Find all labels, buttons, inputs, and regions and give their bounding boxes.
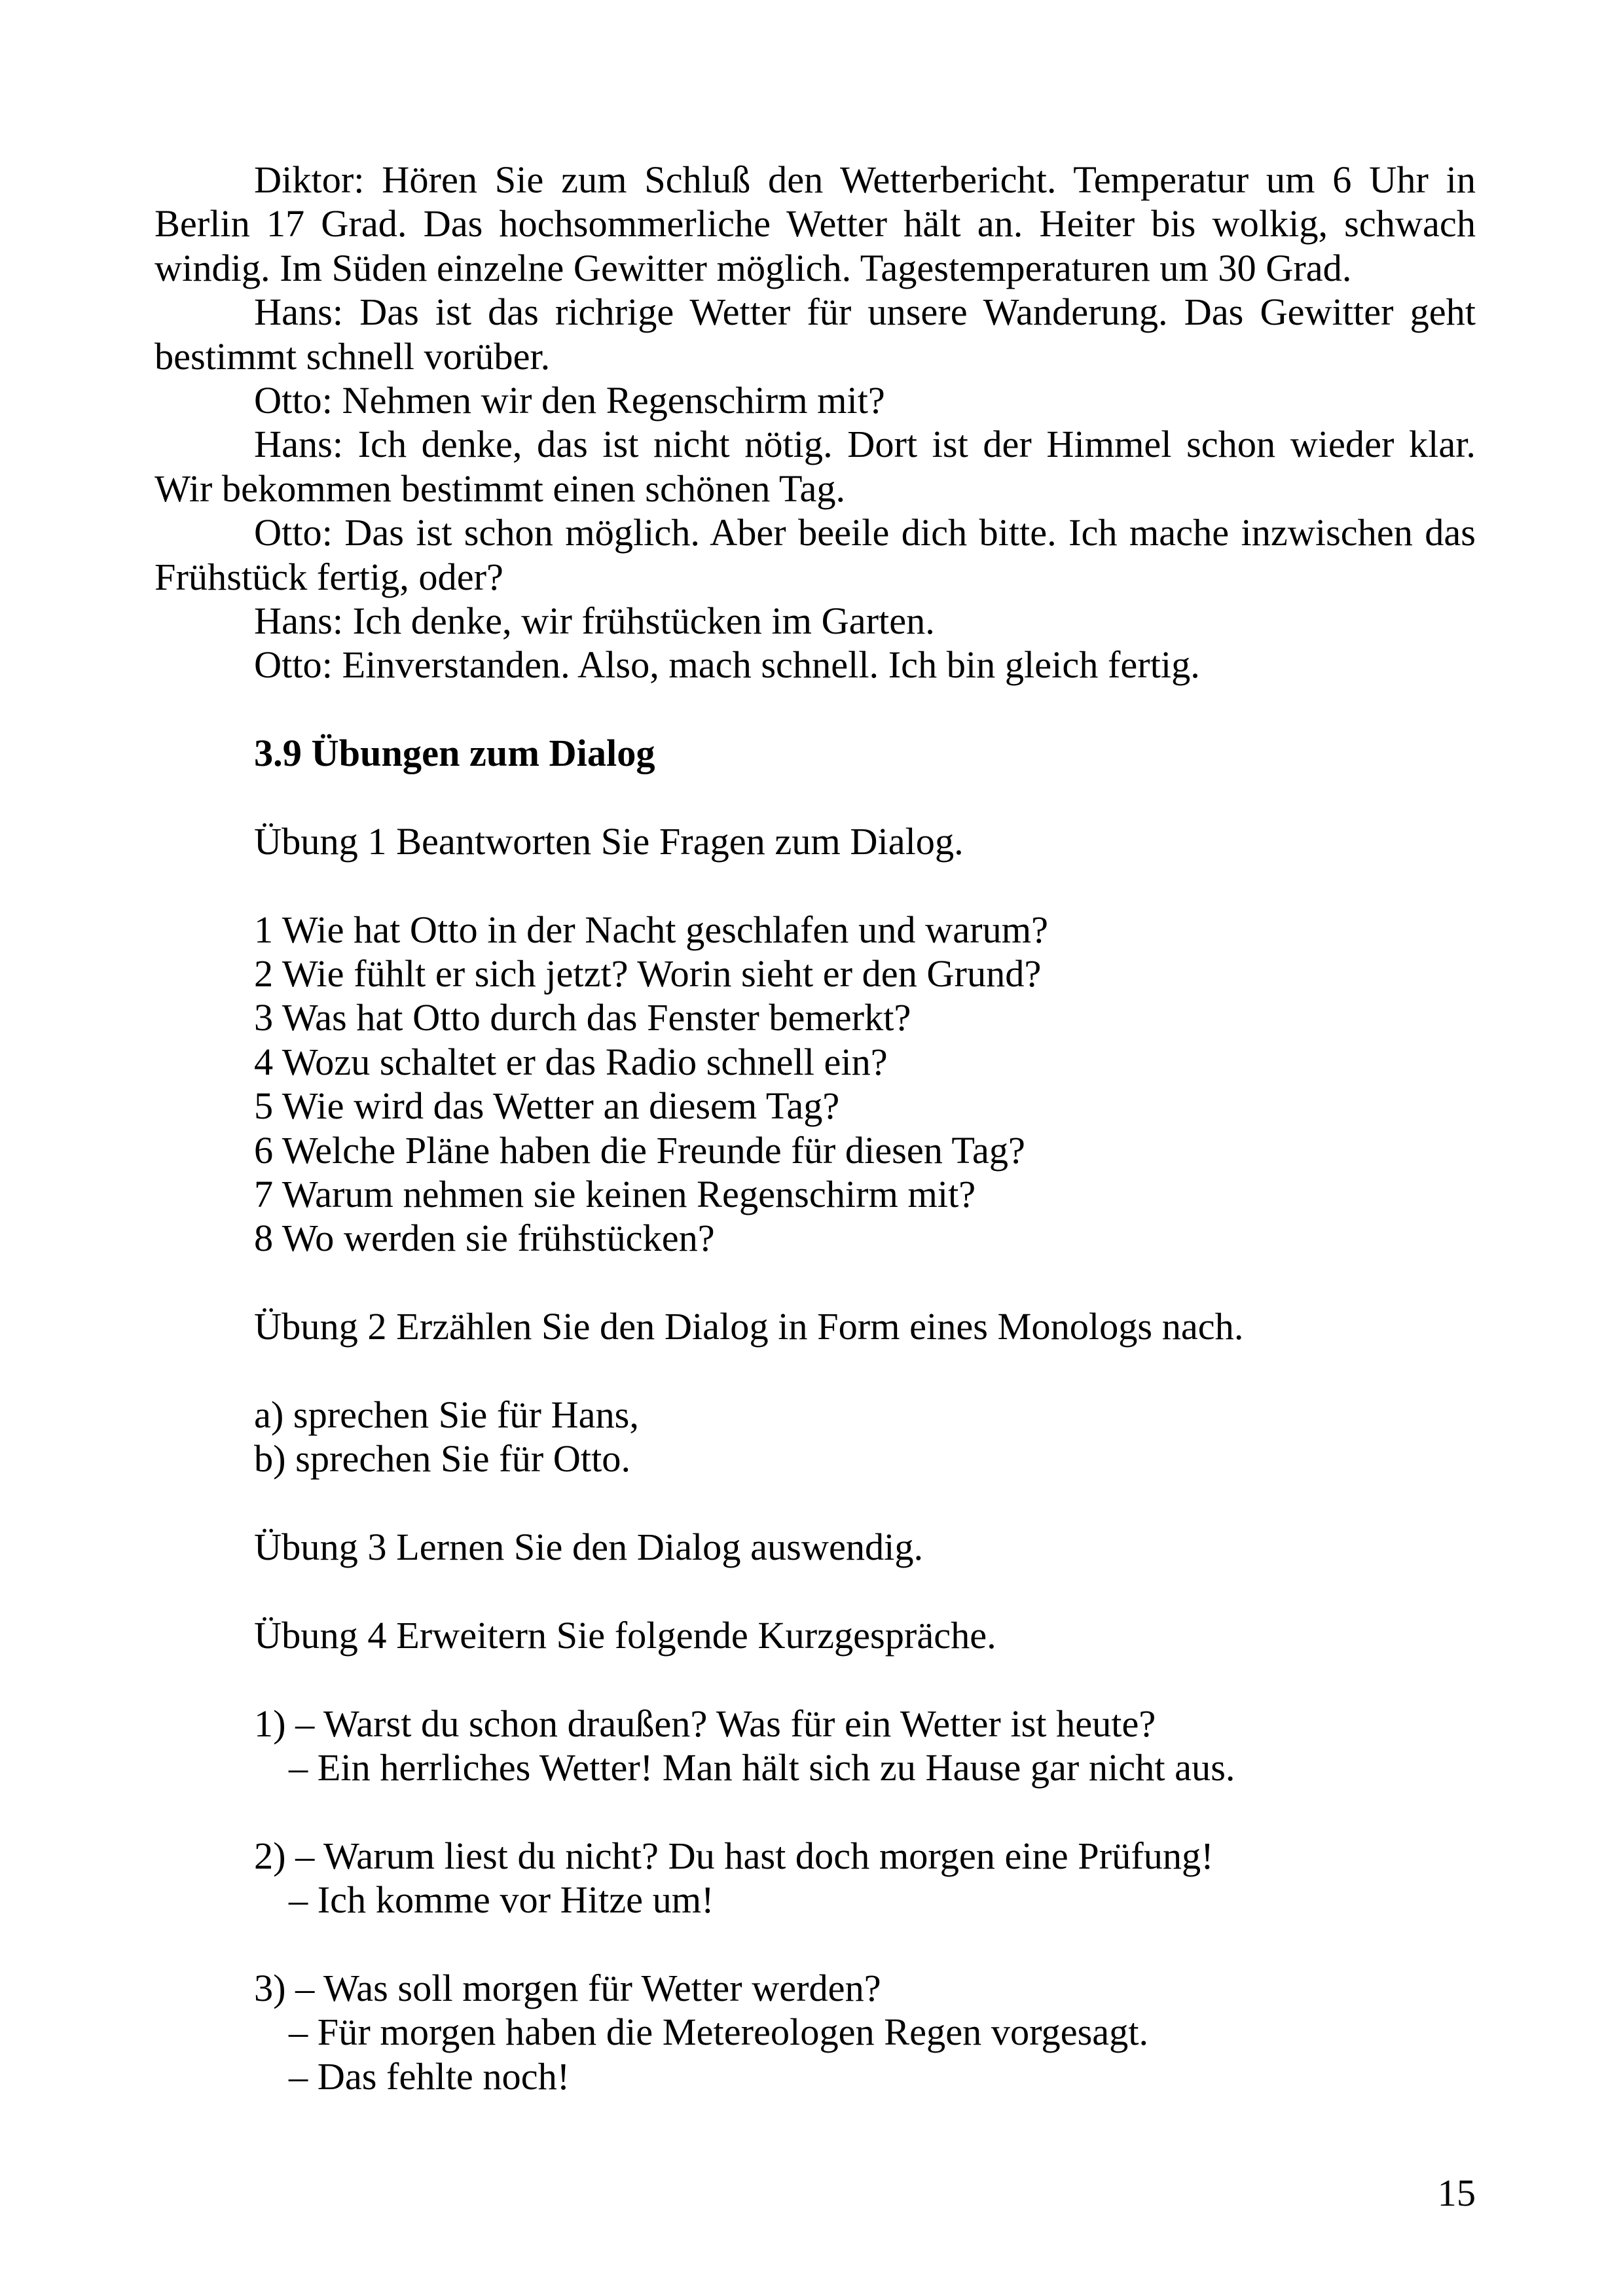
dialog-paragraph-diktor <box>155 158 1476 290</box>
exercise-title: Übung 3 Lernen Sie den Dialog auswendig. <box>254 1526 924 1569</box>
exchange-line: – Das fehlte noch! <box>289 2054 570 2098</box>
option-item: b) sprechen Sie für Otto. <box>254 1437 631 1480</box>
text-line: Frühstück fertig, oder? <box>155 555 503 598</box>
text-line: bestimmt schnell vorüber. <box>155 334 551 378</box>
question-item: 3 Was hat Otto durch das Fenster bemerkt? <box>254 996 911 1039</box>
dialog <box>155 158 1476 687</box>
page-number: 15 <box>1437 2172 1476 2214</box>
section-heading: 3.9 Übungen zum Dialog <box>254 732 655 775</box>
exchange-line: 2) – Warum liest du nicht? Du hast doch morgen eine Prüfung! <box>254 1834 1214 1877</box>
text-line: Hans: Ich denke, wir frühstücken im Garten. <box>254 599 935 642</box>
exercise-1 <box>155 819 1476 1261</box>
exercise-4 <box>155 1613 1476 2098</box>
text-line: Diktor: Hören Sie zum Schluß den Wetterbericht. Temperatur um 6 Uhr in <box>254 158 1476 201</box>
dialog-exchange <box>155 1702 1476 1790</box>
dialog-exchange <box>155 1966 1476 2098</box>
question-item: 5 Wie wird das Wetter an diesem Tag? <box>254 1085 840 1128</box>
dialog-exchange <box>155 1834 1476 1922</box>
option-item: a) sprechen Sie für Hans, <box>254 1393 639 1436</box>
dialog-paragraph-hans <box>155 290 1476 378</box>
dialog-paragraph-otto <box>155 511 1476 599</box>
text-line: windig. Im Süden einzelne Gewitter möglich. Tagestemperaturen um 30 Grad. <box>155 246 1352 289</box>
text-line: Otto: Das ist schon möglich. Aber beeile dich bitte. Ich mache inzwischen das <box>254 511 1476 554</box>
exercise-title: Übung 1 Beantworten Sie Fragen zum Dialog. <box>254 819 964 863</box>
exchange-line: 1) – Warst du schon draußen? Was für ein Wetter ist heute? <box>254 1702 1156 1745</box>
question-item: 6 Welche Pläne haben die Freunde für diesen Tag? <box>254 1128 1025 1172</box>
exchange-line: – Für morgen haben die Metereologen Regen vorgesagt. <box>289 2011 1149 2054</box>
dialog-paragraph-otto <box>155 643 1476 687</box>
exercise-title: Übung 2 Erzählen Sie den Dialog in Form eines Monologs nach. <box>254 1305 1244 1348</box>
page-content <box>155 158 1476 2098</box>
text-line: Wir bekommen bestimmt einen schönen Tag. <box>155 467 846 510</box>
dialog-paragraph-hans <box>155 599 1476 643</box>
text-line: Hans: Ich denke, das ist nicht nötig. Dort ist der Himmel schon wieder klar. <box>254 423 1476 466</box>
text-line: Otto: Einverstanden. Also, mach schnell. Ich bin gleich fertig. <box>254 643 1200 687</box>
text-line: Berlin 17 Grad. Das hochsommerliche Wetter hält an. Heiter bis wolkig, schwach <box>155 202 1476 245</box>
question-item: 4 Wozu schaltet er das Radio schnell ein? <box>254 1040 888 1083</box>
dialog-paragraph-hans <box>155 422 1476 511</box>
exchange-line: – Ich komme vor Hitze um! <box>289 1878 714 1922</box>
exchange-line: 3) – Was soll morgen für Wetter werden? <box>254 1967 881 2010</box>
text-line: Hans: Das ist das richrige Wetter für unsere Wanderung. Das Gewitter geht <box>254 291 1476 334</box>
question-item: 1 Wie hat Otto in der Nacht geschlafen und warum? <box>254 908 1048 951</box>
exercise-3 <box>155 1525 1476 1569</box>
question-item: 2 Wie fühlt er sich jetzt? Worin sieht er den Grund? <box>254 952 1042 996</box>
question-item: 7 Warum nehmen sie keinen Regenschirm mit? <box>254 1172 976 1215</box>
exercise-title: Übung 4 Erweitern Sie folgende Kurzgespräche. <box>254 1613 996 1657</box>
exchange-line: – Ein herrliches Wetter! Man hält sich zu Hause gar nicht aus. <box>289 1746 1235 1789</box>
dialog-paragraph-otto <box>155 378 1476 422</box>
text-line: Otto: Nehmen wir den Regenschirm mit? <box>254 378 885 422</box>
option-list <box>155 1393 1476 1481</box>
question-item: 8 Wo werden sie frühstücken? <box>254 1217 715 1260</box>
exercise-2 <box>155 1304 1476 1481</box>
question-list <box>155 908 1476 1261</box>
